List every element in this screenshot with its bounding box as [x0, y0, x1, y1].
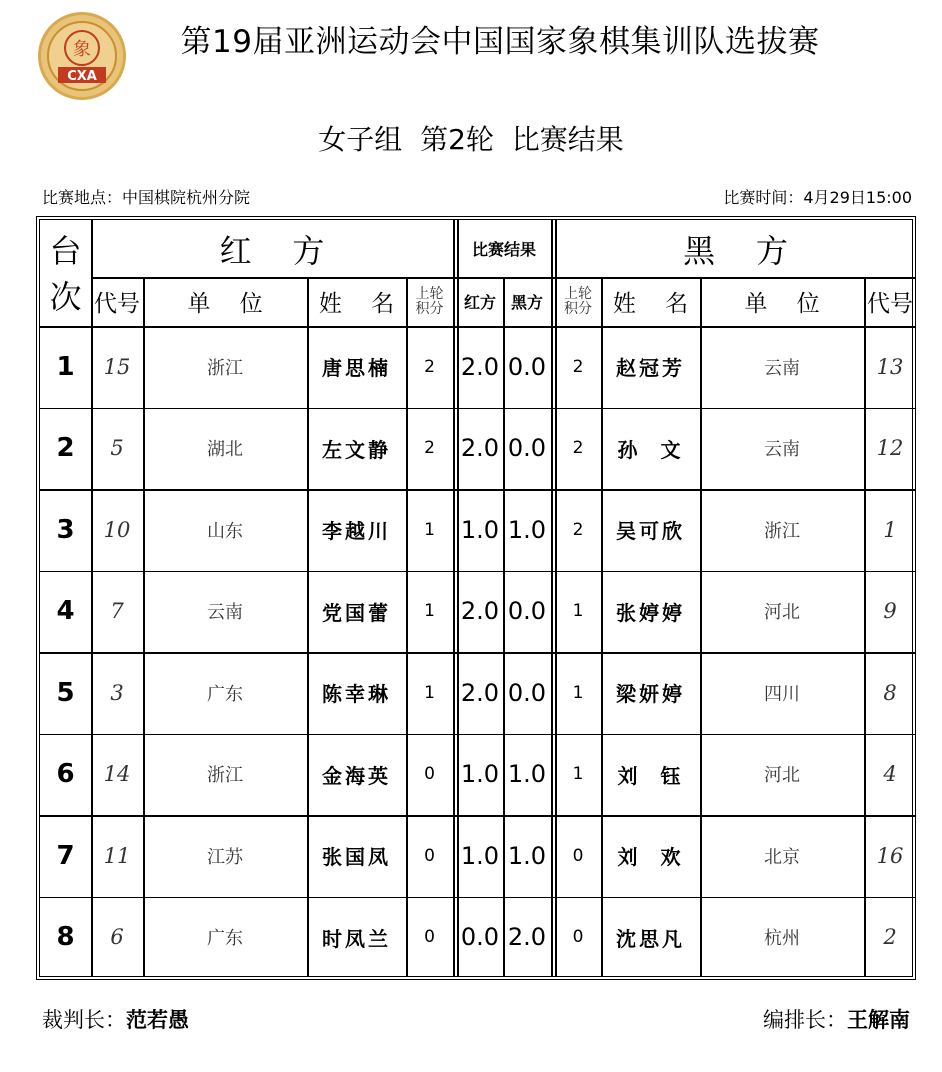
black-name: 赵冠芳 — [616, 356, 685, 381]
table-number: 5 — [56, 677, 75, 708]
red-prev-pts: 2 — [424, 356, 435, 377]
red-name: 左文静 — [322, 437, 391, 462]
black-name: 沈思凡 — [616, 926, 685, 951]
prev-pts-line1: 上轮 — [415, 285, 444, 302]
black-name: 刘 钰 — [617, 763, 684, 788]
black-result: 0.0 — [507, 352, 547, 381]
header-red-unit: 单 位 — [187, 291, 263, 317]
table-number: 8 — [56, 922, 75, 953]
header-red-name: 姓 名 — [318, 291, 395, 317]
red-prev-pts: 0 — [424, 845, 435, 866]
red-result: 2.0 — [460, 352, 500, 381]
header-black-unit: 单 位 — [744, 291, 820, 317]
red-prev-pts: 1 — [424, 519, 435, 540]
red-name: 张国凤 — [322, 845, 391, 870]
black-name: 梁妍婷 — [616, 682, 685, 707]
table-number: 7 — [56, 840, 75, 871]
black-prev-pts: 2 — [572, 356, 584, 377]
svg-text:CXA: CXA — [67, 69, 97, 84]
header-result: 比赛结果 — [471, 240, 536, 259]
arbiter — [763, 1004, 910, 1034]
black-result: 1.0 — [507, 515, 547, 544]
page-title: 第19届亚洲运动会中国国家象棋集训队选拔赛 — [180, 24, 820, 60]
black-name: 张婷婷 — [616, 600, 685, 625]
black-unit: 北京 — [764, 846, 800, 868]
prev-pts-line2: 积分 — [415, 300, 444, 317]
header-black-code: 代号 — [867, 291, 913, 317]
table-number: 1 — [56, 351, 75, 382]
black-result: 1.0 — [507, 841, 547, 870]
page-subtitle: 女子组 第2轮 比赛结果 — [318, 123, 624, 156]
red-unit: 山东 — [207, 520, 243, 542]
black-unit: 河北 — [764, 602, 800, 624]
red-code: 5 — [110, 436, 124, 461]
black-prev-pts: 2 — [572, 438, 584, 459]
red-code: 14 — [103, 762, 131, 787]
red-name: 唐思楠 — [322, 356, 391, 381]
red-name: 李越川 — [322, 519, 391, 544]
red-result: 1.0 — [460, 515, 500, 544]
table-number: 6 — [56, 759, 75, 790]
red-result: 2.0 — [460, 434, 500, 463]
results-table — [36, 216, 916, 980]
black-code: 13 — [876, 354, 904, 379]
black-code: 1 — [883, 517, 897, 542]
grid-line — [453, 220, 455, 976]
chief-referee-name: 范若愚 — [126, 1007, 189, 1032]
black-prev-pts: 2 — [572, 519, 584, 540]
black-result: 2.0 — [507, 923, 547, 952]
red-code: 15 — [103, 354, 131, 379]
black-unit: 云南 — [764, 439, 800, 461]
red-unit: 广东 — [207, 928, 243, 950]
time-label: 比赛时间：4月29日15:00 — [723, 188, 912, 207]
arbiter-label: 编排长： — [763, 1008, 847, 1032]
red-code: 7 — [110, 599, 124, 624]
red-prev-pts: 0 — [424, 927, 435, 948]
header-red-side: 红 方 — [219, 231, 325, 270]
black-result: 0.0 — [507, 597, 547, 626]
red-code: 3 — [110, 680, 124, 705]
red-result: 2.0 — [460, 678, 500, 707]
red-unit: 江苏 — [207, 846, 243, 868]
black-result: 1.0 — [507, 760, 547, 789]
header-black-prev-pts — [555, 277, 601, 326]
red-prev-pts: 1 — [424, 682, 435, 703]
black-prev-pts: 1 — [572, 764, 584, 785]
header-black-side: 黑 方 — [683, 231, 788, 270]
black-code: 2 — [883, 925, 897, 950]
table-number: 4 — [56, 596, 75, 627]
red-unit: 湖北 — [207, 439, 243, 461]
red-result: 1.0 — [460, 760, 500, 789]
red-unit: 云南 — [207, 602, 243, 624]
red-result: 0.0 — [460, 923, 500, 952]
black-name: 吴可欣 — [616, 519, 685, 544]
chief-referee-label: 裁判长： — [42, 1008, 126, 1032]
red-result: 1.0 — [460, 841, 500, 870]
table-number: 2 — [56, 433, 75, 464]
black-code: 4 — [883, 762, 897, 787]
red-prev-pts: 2 — [424, 438, 435, 459]
black-unit: 浙江 — [764, 520, 800, 542]
black-name: 刘 欢 — [617, 845, 684, 870]
header-black-name: 姓 名 — [612, 291, 689, 317]
header-table-bottom: 次 — [49, 278, 82, 316]
red-prev-pts: 0 — [424, 764, 435, 785]
red-name: 陈幸琳 — [322, 682, 391, 707]
prev-pts-line2: 积分 — [564, 300, 592, 317]
header-red-prev-pts — [406, 277, 453, 326]
black-prev-pts: 0 — [572, 927, 584, 948]
black-name: 孙 文 — [617, 437, 684, 462]
black-prev-pts: 0 — [572, 845, 584, 866]
red-unit: 浙江 — [207, 765, 243, 787]
black-unit: 杭州 — [764, 928, 800, 950]
table-number: 3 — [56, 514, 75, 545]
red-unit: 浙江 — [207, 357, 243, 379]
black-code: 12 — [876, 436, 904, 461]
black-unit: 云南 — [764, 357, 800, 379]
red-code: 11 — [103, 843, 131, 868]
red-name: 时凤兰 — [322, 926, 391, 951]
chief-referee — [42, 1004, 189, 1034]
header-red-result: 红方 — [463, 293, 496, 312]
black-unit: 河北 — [764, 765, 800, 787]
header-red-code: 代号 — [94, 291, 140, 317]
black-code: 8 — [883, 680, 897, 705]
header-table-top: 台 — [49, 232, 82, 270]
black-code: 9 — [883, 599, 897, 624]
arbiter-name: 王解南 — [847, 1007, 910, 1032]
red-prev-pts: 1 — [424, 601, 435, 622]
black-result: 0.0 — [507, 678, 547, 707]
black-prev-pts: 1 — [572, 682, 584, 703]
black-code: 16 — [876, 843, 904, 868]
red-name: 党国蕾 — [322, 600, 391, 625]
prev-pts-line1: 上轮 — [564, 285, 592, 302]
cxa-logo — [38, 12, 126, 100]
red-result: 2.0 — [460, 597, 500, 626]
red-name: 金海英 — [322, 763, 391, 788]
grid-line — [551, 220, 553, 976]
black-prev-pts: 1 — [572, 601, 584, 622]
svg-text:象: 象 — [73, 39, 91, 60]
black-result: 0.0 — [507, 434, 547, 463]
header-black-result: 黑方 — [510, 293, 543, 312]
black-unit: 四川 — [764, 683, 800, 705]
venue-label: 比赛地点：中国棋院杭州分院 — [42, 188, 251, 207]
red-code: 10 — [103, 517, 131, 542]
red-code: 6 — [110, 925, 124, 950]
red-unit: 广东 — [207, 683, 243, 705]
